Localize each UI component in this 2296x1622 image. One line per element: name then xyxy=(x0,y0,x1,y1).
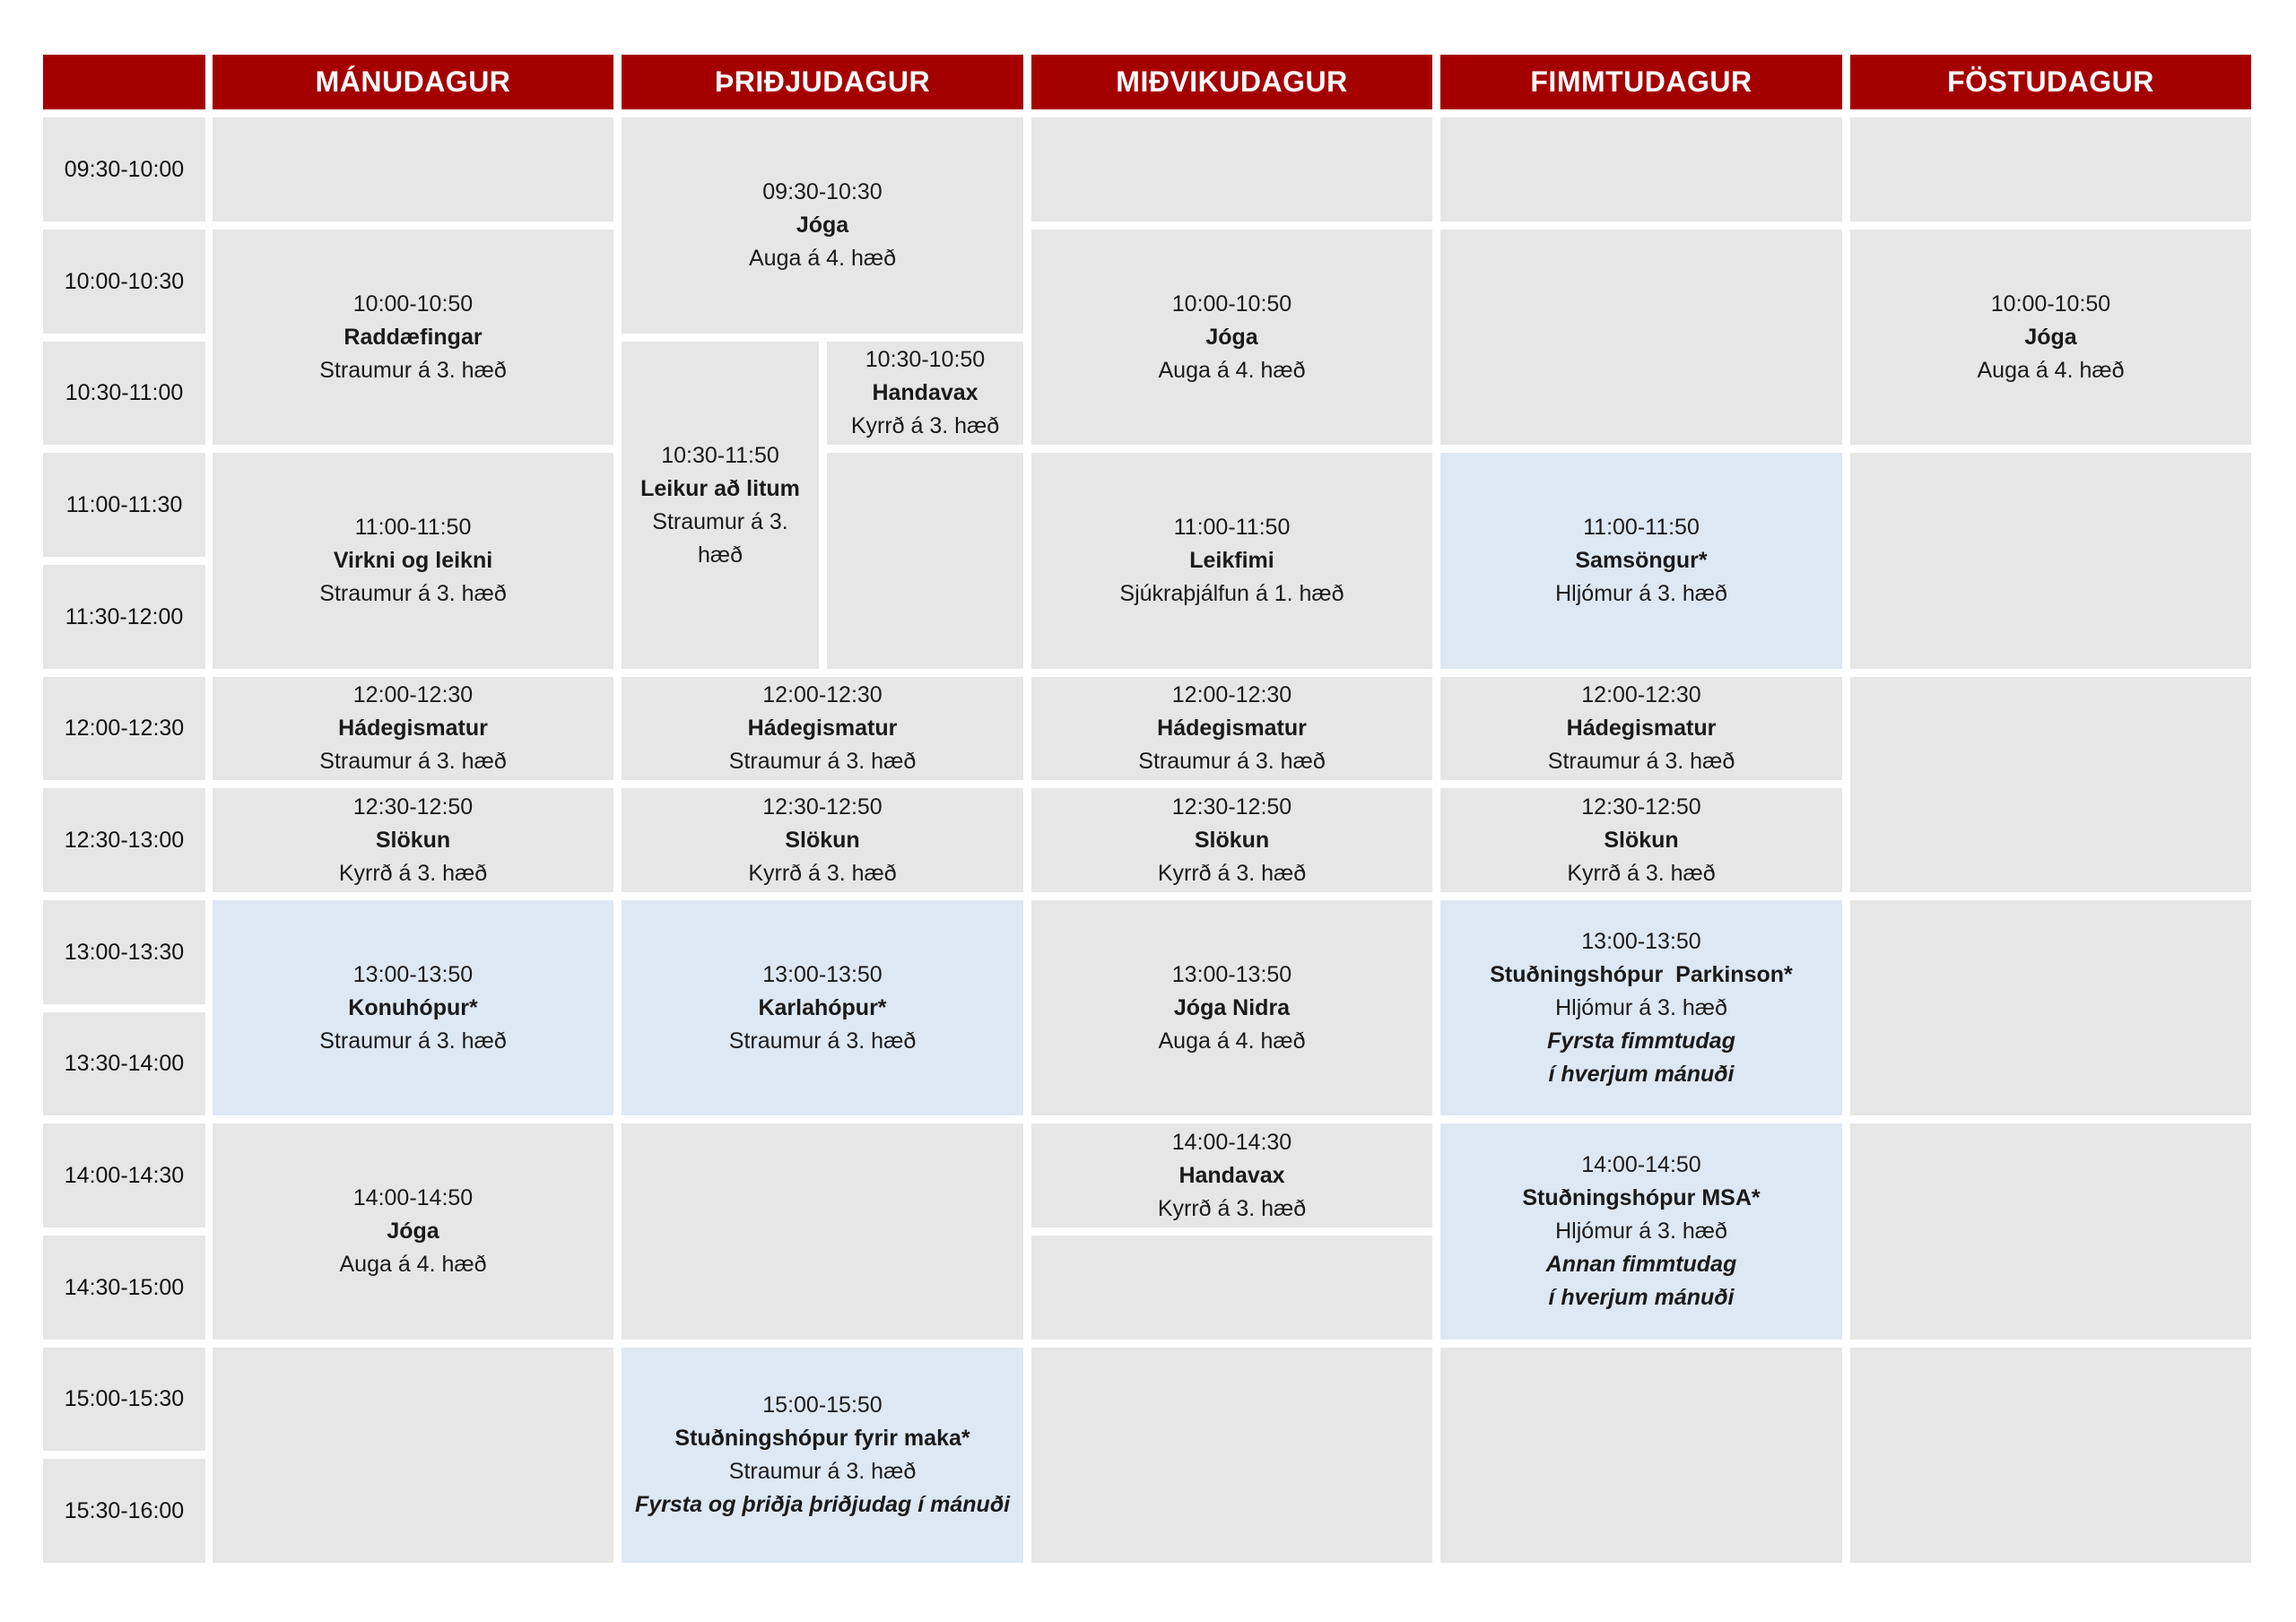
empty-slot xyxy=(622,1123,1023,1340)
time-slot: 11:00-11:30 xyxy=(43,453,205,557)
time-slot: 10:00-10:30 xyxy=(43,230,205,334)
time-slot: 12:30-13:00 xyxy=(43,788,205,892)
session-time: 12:30-12:50 xyxy=(352,794,474,820)
session-name: Leikur að litum xyxy=(640,475,800,501)
empty-slot xyxy=(1031,1348,1432,1563)
session-block xyxy=(1440,788,1842,892)
time-slot: 09:30-10:00 xyxy=(43,117,205,221)
session-name: Virkni og leikni xyxy=(333,548,493,573)
session-block xyxy=(827,342,1023,445)
session-name: Jóga Nidra xyxy=(1173,994,1291,1020)
session-time: 10:00-10:50 xyxy=(352,291,474,317)
session-room: Hljómur á 3. hæð xyxy=(1555,1219,1727,1244)
session-time: 12:30-12:50 xyxy=(1171,794,1292,820)
empty-slot xyxy=(1440,230,1842,445)
session-time: 11:00-11:50 xyxy=(1583,515,1700,540)
session-name: Slökun xyxy=(785,827,860,853)
header-tuesday: ÞRIÐJUDAGUR xyxy=(622,55,1023,109)
session-name: Stuðningshópur MSA* xyxy=(1522,1185,1761,1210)
session-room: Auga á 4. hæð xyxy=(339,1252,487,1277)
session-name: Slökun xyxy=(1604,827,1679,853)
session-time: 12:30-12:50 xyxy=(762,794,883,820)
session-block xyxy=(1440,677,1842,780)
session-name: Jóga xyxy=(387,1219,439,1244)
session-time: 13:00-13:50 xyxy=(1581,928,1701,954)
session-block xyxy=(622,342,819,669)
session-block-highlighted xyxy=(622,900,1023,1115)
session-block xyxy=(213,1123,613,1340)
session-name: Jóga xyxy=(1205,324,1258,350)
session-note: Fyrsta fimmtudag xyxy=(1547,1028,1735,1054)
session-name: Jóga xyxy=(2024,324,2077,350)
session-room: Hljómur á 3. hæð xyxy=(1555,581,1727,606)
time-slot: 15:30-16:00 xyxy=(43,1459,205,1563)
empty-slot xyxy=(1850,453,2251,669)
session-room: Auga á 4. hæð xyxy=(748,246,896,271)
empty-slot xyxy=(213,1348,613,1563)
header-friday: FÖSTUDAGUR xyxy=(1850,55,2251,109)
session-time: 10:00-10:50 xyxy=(1990,291,2111,317)
header-monday: MÁNUDAGUR xyxy=(213,55,613,109)
session-name: Karlahópur* xyxy=(758,994,887,1020)
session-time: 14:00-14:30 xyxy=(1171,1129,1292,1155)
time-slot: 13:30-14:00 xyxy=(43,1012,205,1115)
session-time: 12:30-12:50 xyxy=(1581,794,1701,820)
session-block xyxy=(622,788,1023,892)
session-time: 13:00-13:50 xyxy=(1171,961,1292,987)
session-name: Samsöngur* xyxy=(1575,548,1708,573)
session-room: Kyrrð á 3. hæð xyxy=(1567,860,1716,886)
session-room: Straumur á 3. hæð xyxy=(1138,749,1326,774)
session-time: 10:30-11:50 xyxy=(661,442,779,468)
session-block-highlighted xyxy=(1440,900,1842,1115)
session-time: 13:00-13:50 xyxy=(762,961,883,987)
session-time: 14:00-14:50 xyxy=(352,1185,474,1210)
empty-slot xyxy=(213,117,613,221)
session-name: Slökun xyxy=(1194,827,1270,853)
session-room: Straumur á 3. hæð xyxy=(652,508,788,568)
empty-slot xyxy=(1031,1236,1432,1340)
header-corner xyxy=(43,55,205,109)
session-time: 12:00-12:30 xyxy=(1171,682,1292,707)
session-block xyxy=(213,453,613,669)
session-room: Kyrrð á 3. hæð xyxy=(1157,860,1307,886)
session-block xyxy=(1031,230,1432,445)
session-block-highlighted xyxy=(622,1348,1023,1563)
session-room: Straumur á 3. hæð xyxy=(319,1028,507,1054)
session-time: 09:30-10:30 xyxy=(762,179,883,204)
session-room: Auga á 4. hæð xyxy=(1158,1028,1306,1054)
empty-slot xyxy=(827,453,1023,669)
session-note: Annan fimmtudag xyxy=(1545,1252,1737,1277)
session-block xyxy=(1031,453,1432,669)
session-name: Raddæfingar xyxy=(344,324,483,350)
session-name: Leikfimi xyxy=(1189,548,1274,573)
session-name: Jóga xyxy=(796,213,849,238)
session-time: 15:00-15:50 xyxy=(762,1392,883,1418)
session-block xyxy=(213,677,613,780)
empty-slot xyxy=(1850,117,2251,221)
session-time: 12:00-12:30 xyxy=(762,682,883,707)
session-block xyxy=(1031,1123,1432,1227)
time-slot: 14:30-15:00 xyxy=(43,1236,205,1340)
session-name: Slökun xyxy=(375,827,451,853)
empty-slot xyxy=(1031,117,1432,221)
session-name: Hádegismatur xyxy=(1566,716,1717,741)
time-slot: 11:30-12:00 xyxy=(43,565,205,669)
session-name: Hádegismatur xyxy=(1157,716,1307,741)
session-name: Handavax xyxy=(1178,1162,1285,1188)
empty-slot xyxy=(1440,117,1842,221)
session-block xyxy=(1850,230,2251,445)
session-time: 12:00-12:30 xyxy=(352,682,474,707)
session-name: Stuðningshópur fyrir maka* xyxy=(674,1426,970,1451)
session-room: Straumur á 3. hæð xyxy=(728,749,917,774)
session-note: í hverjum mánuði xyxy=(1548,1285,1735,1310)
session-block xyxy=(622,677,1023,780)
header-wednesday: MIÐVIKUDAGUR xyxy=(1031,55,1432,109)
session-time: 10:00-10:50 xyxy=(1171,291,1292,317)
session-time: 13:00-13:50 xyxy=(352,961,474,987)
session-name: Hádegismatur xyxy=(747,716,898,741)
session-block xyxy=(1031,677,1432,780)
time-slot: 10:30-11:00 xyxy=(43,342,205,445)
session-time: 11:00-11:50 xyxy=(1173,515,1291,540)
empty-slot xyxy=(1850,1348,2251,1563)
session-room: Straumur á 3. hæð xyxy=(319,357,507,383)
header-thursday: FIMMTUDAGUR xyxy=(1440,55,1842,109)
time-slot: 13:00-13:30 xyxy=(43,900,205,1004)
session-room: Straumur á 3. hæð xyxy=(728,1028,917,1054)
session-room: Straumur á 3. hæð xyxy=(1547,749,1735,774)
session-room: Auga á 4. hæð xyxy=(1977,357,2125,383)
session-time: 14:00-14:50 xyxy=(1581,1152,1701,1177)
session-room: Auga á 4. hæð xyxy=(1158,357,1306,383)
session-name: Stuðningshópur Parkinson* xyxy=(1490,961,1793,987)
session-room: Straumur á 3. hæð xyxy=(319,581,507,606)
session-block xyxy=(213,788,613,892)
session-time: 10:30-10:50 xyxy=(865,347,986,372)
session-room: Kyrrð á 3. hæð xyxy=(338,860,488,886)
session-time: 12:00-12:30 xyxy=(1581,682,1701,707)
session-block xyxy=(1031,788,1432,892)
session-block xyxy=(213,230,613,445)
session-block-highlighted xyxy=(1440,1123,1842,1340)
session-note: í hverjum mánuði xyxy=(1548,1061,1735,1087)
empty-slot xyxy=(1850,900,2251,1115)
session-room: Straumur á 3. hæð xyxy=(319,749,507,774)
session-room: Hljómur á 3. hæð xyxy=(1555,994,1727,1020)
session-time: 11:00-11:50 xyxy=(354,515,472,540)
time-slot: 12:00-12:30 xyxy=(43,677,205,780)
session-name: Handavax xyxy=(872,380,978,405)
session-room: Straumur á 3. hæð xyxy=(728,1459,917,1484)
session-block-highlighted xyxy=(1440,453,1842,669)
time-slot: 14:00-14:30 xyxy=(43,1123,205,1227)
session-room: Kyrrð á 3. hæð xyxy=(748,860,897,886)
session-name: Konuhópur* xyxy=(348,994,478,1020)
session-room: Kyrrð á 3. hæð xyxy=(1157,1195,1307,1221)
session-block-highlighted xyxy=(213,900,613,1115)
session-block xyxy=(622,117,1023,334)
session-name: Hádegismatur xyxy=(338,716,488,741)
session-room: Sjúkraþjálfun á 1. hæð xyxy=(1119,581,1344,606)
session-block xyxy=(1031,900,1432,1115)
empty-slot xyxy=(1850,1123,2251,1340)
session-room: Kyrrð á 3. hæð xyxy=(850,413,1000,438)
empty-slot xyxy=(1850,677,2251,892)
empty-slot xyxy=(1440,1348,1842,1563)
time-slot: 15:00-15:30 xyxy=(43,1348,205,1451)
session-note: Fyrsta og þriðja þriðjudag í mánuði xyxy=(634,1492,1011,1517)
